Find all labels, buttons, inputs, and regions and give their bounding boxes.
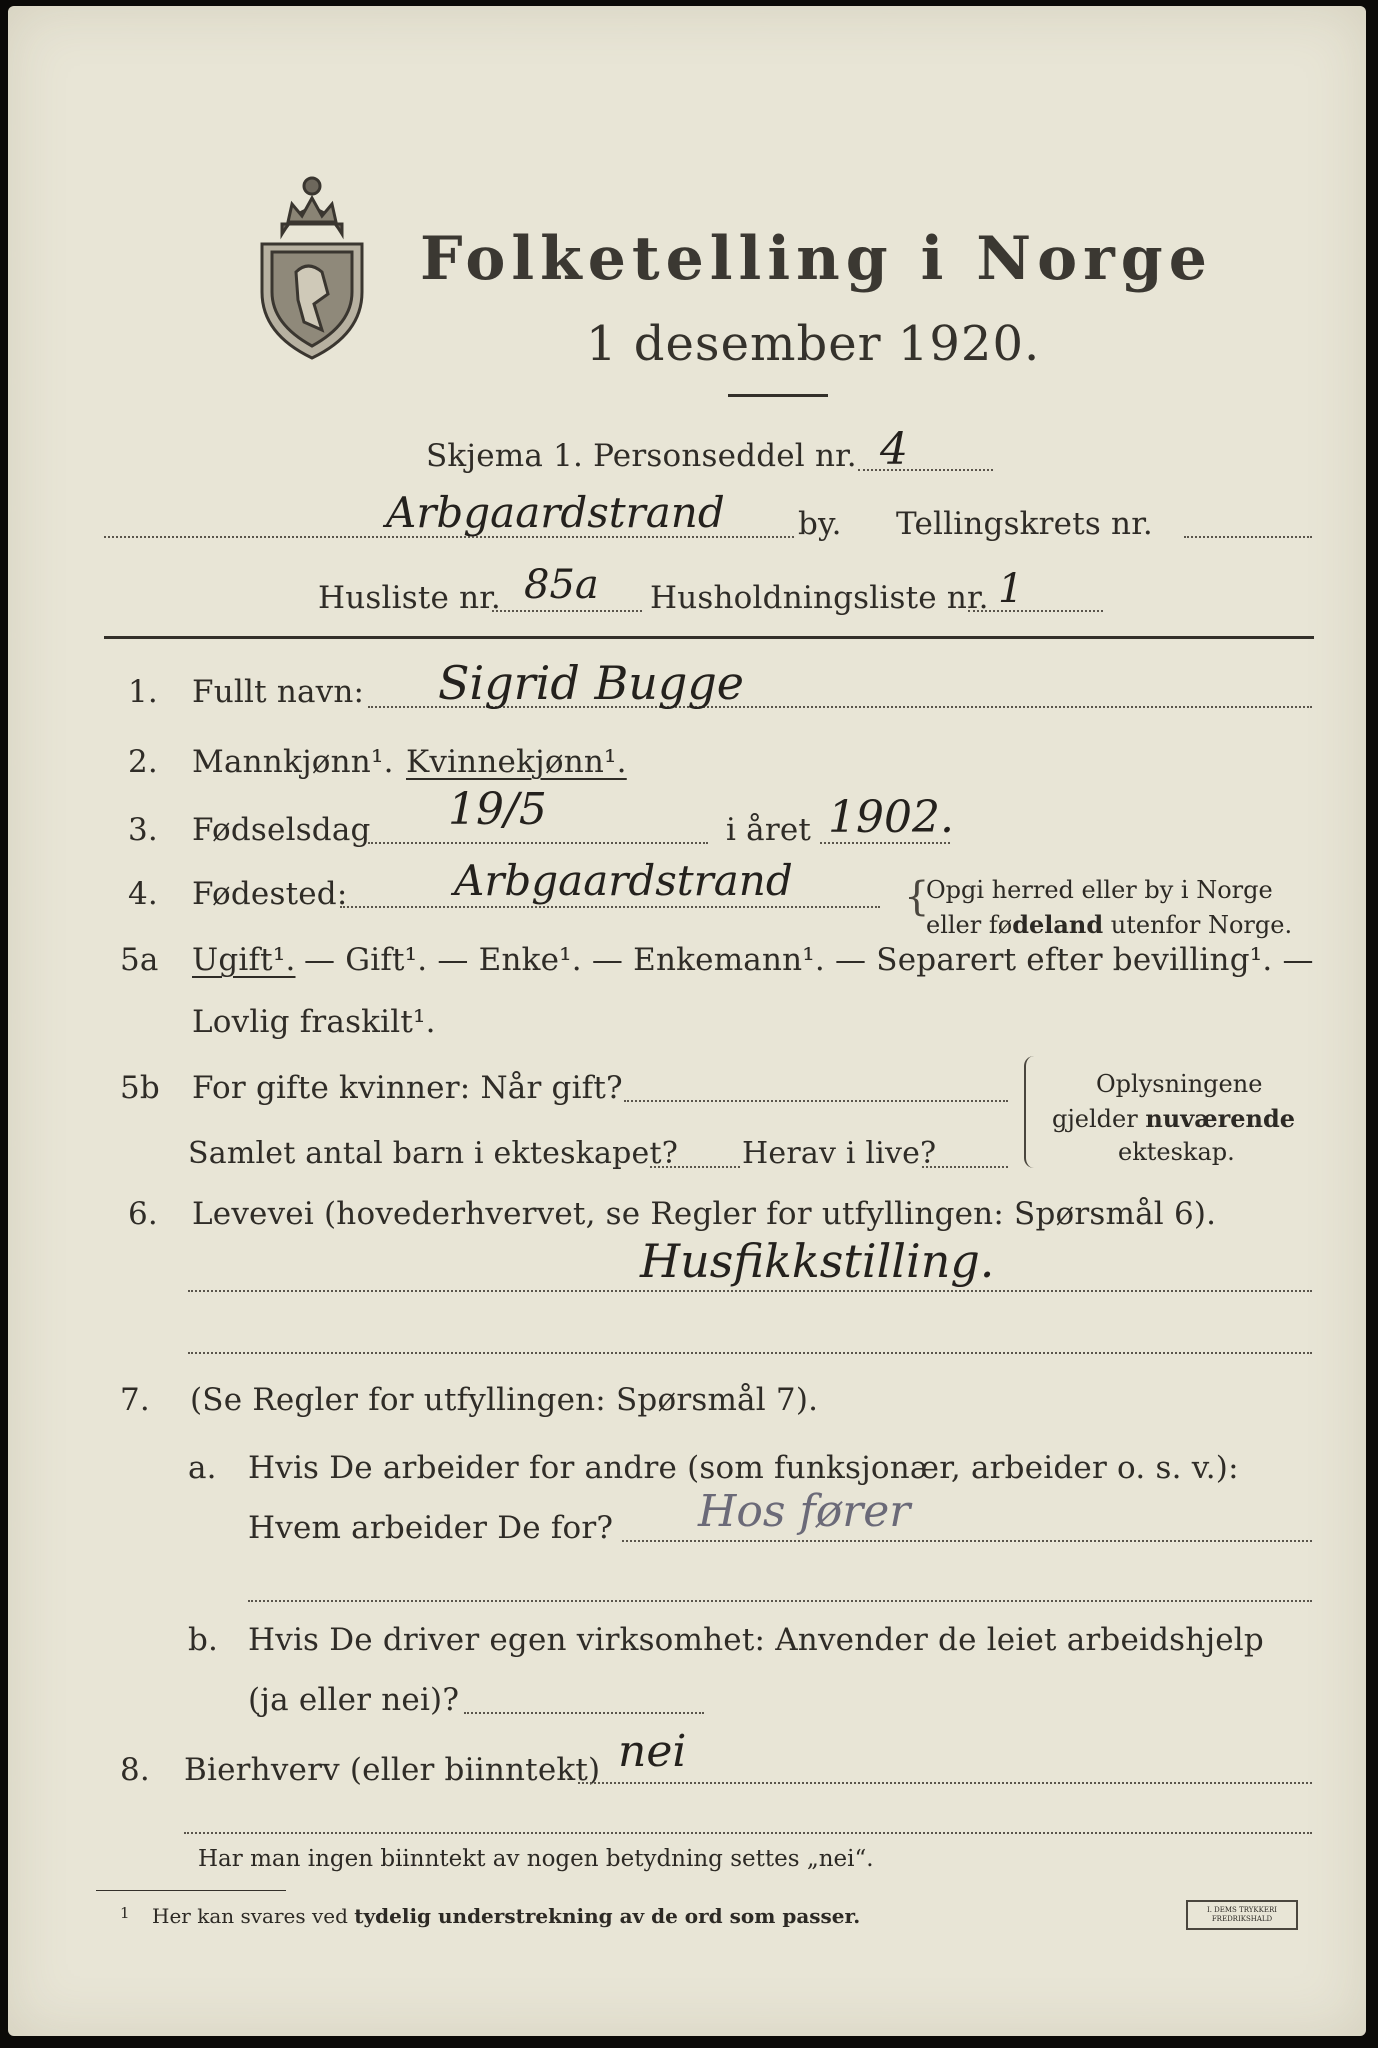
husholdningsliste-label: Husholdningsliste nr. <box>650 580 989 616</box>
footnote-divider <box>96 1890 286 1891</box>
q2-number: 2. <box>128 744 158 780</box>
q5b-married-line <box>624 1100 1008 1102</box>
form-title: Folketelling i Norge <box>420 224 1213 294</box>
husliste-label: Husliste nr. <box>318 580 501 616</box>
q7a-employer-label: Hvem arbeider De for? <box>248 1510 614 1546</box>
footnote-text: Her kan svares ved tydelig understrekning av de ord som passer. <box>152 1904 861 1928</box>
husliste-line <box>492 610 642 612</box>
q8-number: 8. <box>120 1752 150 1788</box>
q7-number: 7. <box>120 1382 150 1418</box>
norway-coat-of-arms-emblem <box>248 164 376 364</box>
q5b-note-line2: gjelder nuværende <box>1052 1104 1296 1133</box>
birthday-line <box>368 842 708 844</box>
q4-note-line1: Opgi herred eller by i Norge <box>926 876 1273 904</box>
census-form <box>8 6 1366 2036</box>
q6-label: Levevei (hovederhvervet, se Regler for utfyllingen: Spørsmål 6). <box>192 1196 1217 1232</box>
q5b-children-line <box>650 1166 740 1168</box>
q7b-text: Hvis De driver egen virksomhet: Anvender de leiet arbeidshjelp <box>248 1622 1264 1658</box>
occupation-value: Husfikkstilling. <box>640 1234 995 1288</box>
q6-line1 <box>188 1290 1312 1292</box>
title-divider <box>728 394 828 397</box>
birthday-value: 19/5 <box>448 784 547 835</box>
q7a-employer-line1 <box>622 1540 1312 1542</box>
tellingskrets-line <box>1184 536 1312 538</box>
female-option-underlined: Kvinnekjønn¹. <box>406 744 627 780</box>
q5b-note-line1: Oplysningene <box>1096 1070 1263 1098</box>
q4-note-line2: eller fødeland utenfor Norge. <box>926 910 1293 939</box>
q4-number: 4. <box>128 876 158 912</box>
q7a-employer-line2 <box>248 1600 1312 1602</box>
q5b-alive-label: Herav i live? <box>742 1136 937 1171</box>
full-name-value: Sigrid Bugge <box>438 656 744 710</box>
q1-number: 1. <box>128 674 158 710</box>
q5b-married-label: For gifte kvinner: Når gift? <box>192 1070 623 1106</box>
q5a-number: 5a <box>120 942 159 978</box>
husholdningsliste-number: 1 <box>998 566 1024 612</box>
birthplace-line <box>340 906 880 908</box>
q7b-hired-help-label: (ja eller nei)? <box>248 1682 460 1718</box>
q5b-brace <box>1024 1056 1038 1168</box>
no-income-note: Har man ingen biinntekt av nogen betydning settes „nei“. <box>198 1846 874 1872</box>
lovlig-fraskilt-option: Lovlig fraskilt¹. <box>192 1004 436 1040</box>
q7-label: (Se Regler for utfyllingen: Spørsmål 7). <box>190 1382 819 1418</box>
birth-year-value: 1902. <box>828 792 954 843</box>
header-divider <box>104 636 1314 639</box>
by-name: Arbgaardstrand <box>386 488 725 537</box>
q8-label: Bierhverv (eller biinntekt) <box>184 1752 601 1788</box>
male-option: Mannkjønn¹. <box>192 744 394 780</box>
q5b-alive-line <box>922 1166 1008 1168</box>
footnote-mark: 1 <box>120 1904 130 1922</box>
q7b-letter: b. <box>188 1622 219 1658</box>
q7a-letter: a. <box>188 1450 217 1486</box>
personseddel-number: 4 <box>880 424 908 475</box>
q6-line2 <box>188 1352 1312 1354</box>
q7b-line <box>464 1712 704 1714</box>
by-label: by. <box>798 506 842 542</box>
q8-line1 <box>578 1782 1312 1784</box>
q7a-text: Hvis De arbeider for andre (som funksjonær, arbeider o. s. v.): <box>248 1450 1239 1486</box>
q5b-children-label: Samlet antal barn i ekteskapet? <box>188 1136 679 1171</box>
q4-label: Fødested: <box>192 876 348 912</box>
year-label: i året <box>726 812 812 848</box>
tellingskrets-label: Tellingskrets nr. <box>896 506 1153 542</box>
husholdningsliste-line <box>968 610 1103 612</box>
q5b-note-line3: ekteskap. <box>1118 1138 1235 1166</box>
skjema-label: Skjema 1. Personseddel nr. <box>426 438 857 474</box>
employer-value: Hos fører <box>698 1486 911 1537</box>
printer-stamp: I. DEMS TRYKKERI FREDRIKSHALD <box>1186 1900 1298 1930</box>
q1-label: Fullt navn: <box>192 674 365 710</box>
q3-label: Fødselsdag <box>192 812 371 848</box>
census-date: 1 desember 1920. <box>586 316 1041 372</box>
q8-line2 <box>184 1832 1312 1834</box>
q6-number: 6. <box>128 1196 158 1232</box>
ugift-option-underlined: Ugift¹. <box>192 942 296 978</box>
side-income-value: nei <box>618 1726 687 1777</box>
q4-brace: { <box>904 874 930 920</box>
personseddel-line <box>858 469 993 471</box>
q5b-number: 5b <box>120 1070 160 1106</box>
birthplace-value: Arbgaardstrand <box>454 856 793 905</box>
husliste-number: 85a <box>524 562 599 608</box>
marital-options: — Gift¹. — Enke¹. — Enkemann¹. — Separert efter bevilling¹. — <box>304 942 1314 978</box>
q3-number: 3. <box>128 812 158 848</box>
